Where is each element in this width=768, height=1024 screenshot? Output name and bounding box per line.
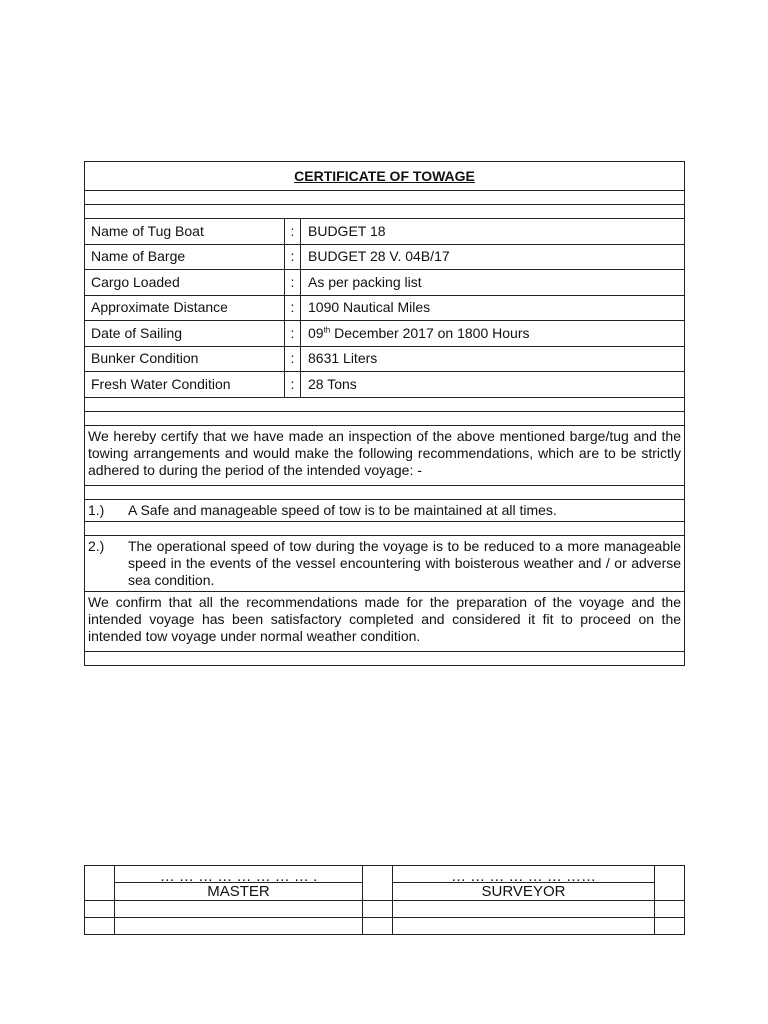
certificate-title: CERTIFICATE OF TOWAGE [85,162,685,191]
detail-separator: : [285,346,301,372]
detail-row [85,219,685,245]
signature-empty-cell [393,901,655,918]
spacer-row [85,205,685,219]
signature-margin-cell [85,866,115,901]
detail-value-date [301,321,685,347]
detail-separator: : [285,219,301,245]
signature-empty-cell [393,918,655,935]
spacer-row [85,651,685,665]
detail-label: Name of Tug Boat [85,219,285,245]
detail-label: Bunker Condition [85,346,285,372]
sailing-day-suffix: th [323,325,331,335]
detail-separator: : [285,321,301,347]
detail-value: 28 Tons [301,372,685,398]
detail-label: Approximate Distance [85,295,285,321]
spacer-row [85,485,685,499]
detail-value: As per packing list [301,270,685,296]
detail-row [85,295,685,321]
signature-empty-cell [363,901,393,918]
recommendation-1 [85,499,685,521]
signature-empty-cell [655,918,685,935]
detail-separator: : [285,295,301,321]
signature-empty-cell [115,901,363,918]
signature-margin-cell [655,866,685,901]
certificate-table [84,161,685,666]
detail-row [85,244,685,270]
detail-value: BUDGET 18 [301,219,685,245]
recommendation-text: The operational speed of tow during the voyage is to be reduced to a more manageable speed in the events of the vessel encountering with boisterous weather and / or adverse sea condition. [128,537,682,588]
detail-value: 8631 Liters [301,346,685,372]
detail-row [85,321,685,347]
sailing-date-rest: December 2017 on 1800 Hours [334,324,530,341]
recommendation-2 [85,535,685,591]
master-signature-line: … … … … … … … … . [115,866,363,883]
detail-label: Fresh Water Condition [85,372,285,398]
detail-value: BUDGET 28 V. 04B/17 [301,244,685,270]
detail-value: 1090 Nautical Miles [301,295,685,321]
surveyor-label: SURVEYOR [393,883,655,901]
detail-separator: : [285,244,301,270]
recommendation-number: 2.) [88,537,105,554]
signature-empty-cell [115,918,363,935]
surveyor-signature-line: … … … … … … …… [393,866,655,883]
intro-paragraph: We hereby certify that we have made an inspection of the above mentioned barge/tug and the towing arrangements and would make the following recommendations, which are to be strictly adhered to during the period of the intended voyage: - [85,425,685,485]
detail-label: Cargo Loaded [85,270,285,296]
detail-row [85,270,685,296]
detail-row [85,346,685,372]
confirmation-paragraph: We confirm that all the recommendations made for the preparation of the voyage and the intended voyage has been satisfactory completed and considered it fit to proceed on the intended tow voyage under normal weather condition. [85,591,685,651]
detail-separator: : [285,372,301,398]
recommendation-number: 1.) [88,501,105,518]
detail-row [85,372,685,398]
recommendation-text: A Safe and manageable speed of tow is to be maintained at all times. [128,501,557,518]
detail-separator: : [285,270,301,296]
signature-table [84,865,685,935]
master-label: MASTER [115,883,363,901]
spacer-row [85,411,685,425]
spacer-row [85,521,685,535]
signature-empty-cell [85,918,115,935]
detail-label: Name of Barge [85,244,285,270]
signature-empty-cell [85,901,115,918]
signature-empty-cell [655,901,685,918]
signature-gap-cell [363,866,393,901]
detail-label: Date of Sailing [85,321,285,347]
signature-empty-cell [363,918,393,935]
spacer-row [85,191,685,205]
sailing-day: 09 [308,324,324,341]
spacer-row [85,397,685,411]
